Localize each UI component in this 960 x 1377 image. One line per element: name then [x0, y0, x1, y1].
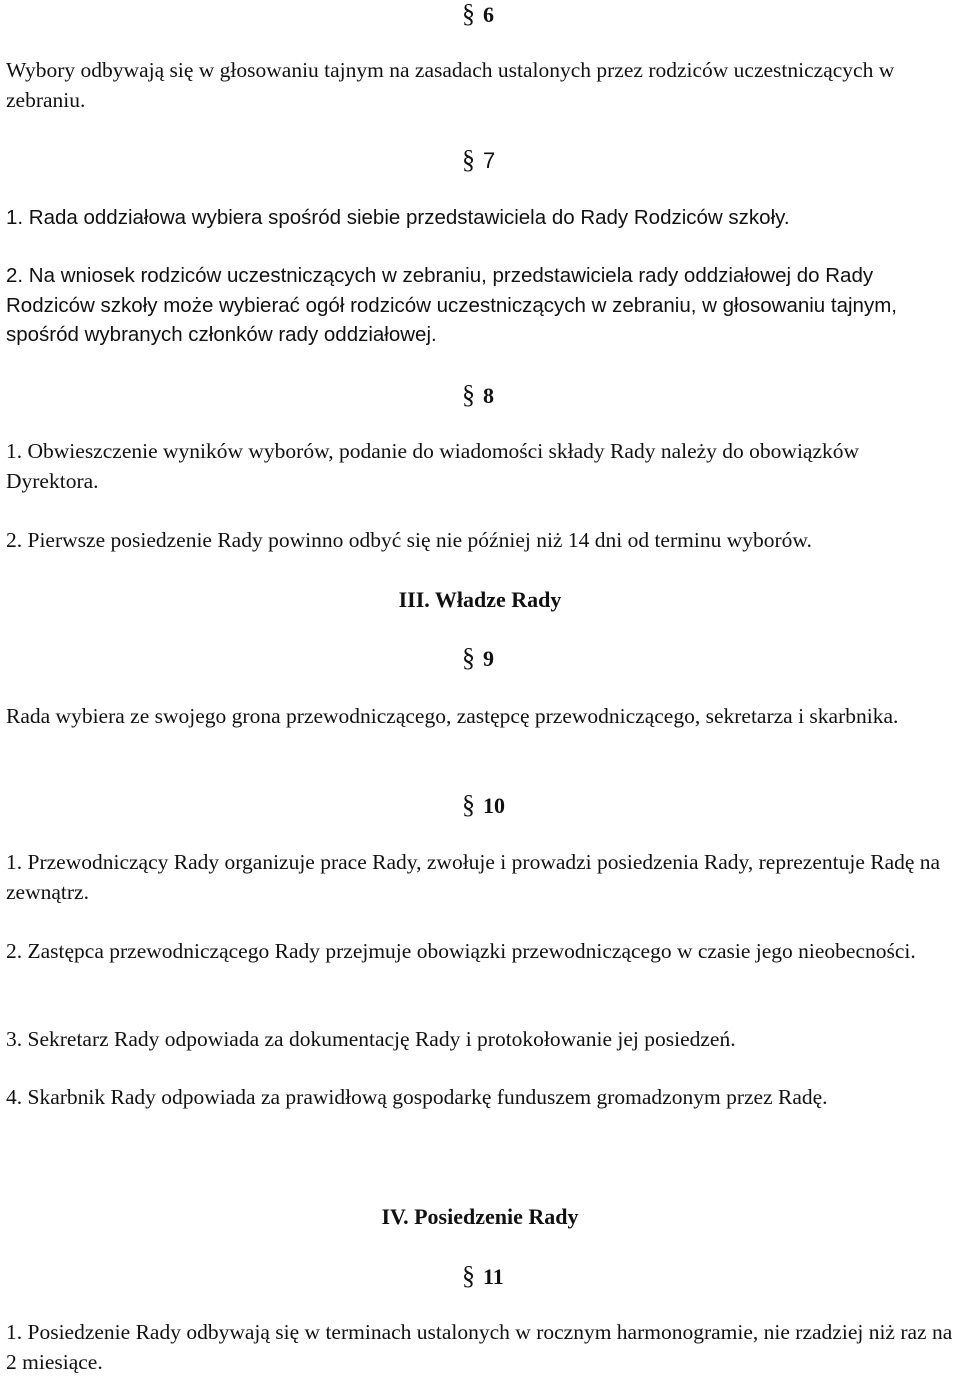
- paragraph-8-2: 2. Pierwsze posiedzenie Rady powinno odbyć się nie później niż 14 dni od terminu wyborów.: [6, 528, 812, 552]
- paragraph-10-4: 4. Skarbnik Rady odpowiada za prawidłową gospodarkę funduszem gromadzonym przez Radę.: [6, 1085, 828, 1109]
- section-8-marker: § 8: [462, 380, 494, 409]
- section-10-marker: § 10: [462, 790, 505, 819]
- paragraph-7-2: 2. Na wniosek rodziców uczestniczących w zebraniu, przedstawiciela rady oddziałowej do Rady Rodziców szkoły może wybierać ogół rodziców uczestniczących w zebraniu, w głosowaniu tajnym, spośród wybranych członków rady oddziałowej.: [6, 264, 897, 346]
- paragraph-7-1: 1. Rada oddziałowa wybiera spośród siebie przedstawiciela do Rady Rodziców szkoły.: [6, 206, 790, 229]
- paragraph-6: Wybory odbywają się w głosowaniu tajnym na zasadach ustalonych przez rodziców uczestniczących w zebraniu.: [6, 58, 895, 112]
- paragraph-10-3: 3. Sekretarz Rady odpowiada za dokumentację Rady i protokołowanie jej posiedzeń.: [6, 1027, 736, 1051]
- paragraph-9: Rada wybiera ze swojego grona przewodniczącego, zastępcę przewodniczącego, sekretarza i skarbnika.: [6, 704, 899, 728]
- chapter-heading-iv: IV. Posiedzenie Rady: [381, 1204, 579, 1229]
- section-11-marker: § 11: [462, 1261, 504, 1290]
- paragraph-10-1: 1. Przewodniczący Rady organizuje prace Rady, zwołuje i prowadzi posiedzenia Rady, reprezentuje Radę na zewnątrz.: [6, 850, 941, 904]
- paragraph-11-1: 1. Posiedzenie Rady odbywają się w terminach ustalonych w rocznym harmonogramie, nie rzadziej niż raz na 2 miesiące.: [6, 1320, 953, 1374]
- chapter-heading-iii: III. Władze Rady: [398, 587, 562, 612]
- paragraph-10-2: 2. Zastępca przewodniczącego Rady przejmuje obowiązki przewodniczącego w czasie jego nieobecności.: [6, 939, 916, 963]
- section-6-marker: § 6: [462, 0, 494, 28]
- section-7-marker: § 7: [462, 145, 496, 174]
- section-9-marker: § 9: [462, 643, 494, 672]
- paragraph-8-1: 1. Obwieszczenie wyników wyborów, podanie do wiadomości składy Rady należy do obowiązków Dyrektora.: [6, 439, 860, 493]
